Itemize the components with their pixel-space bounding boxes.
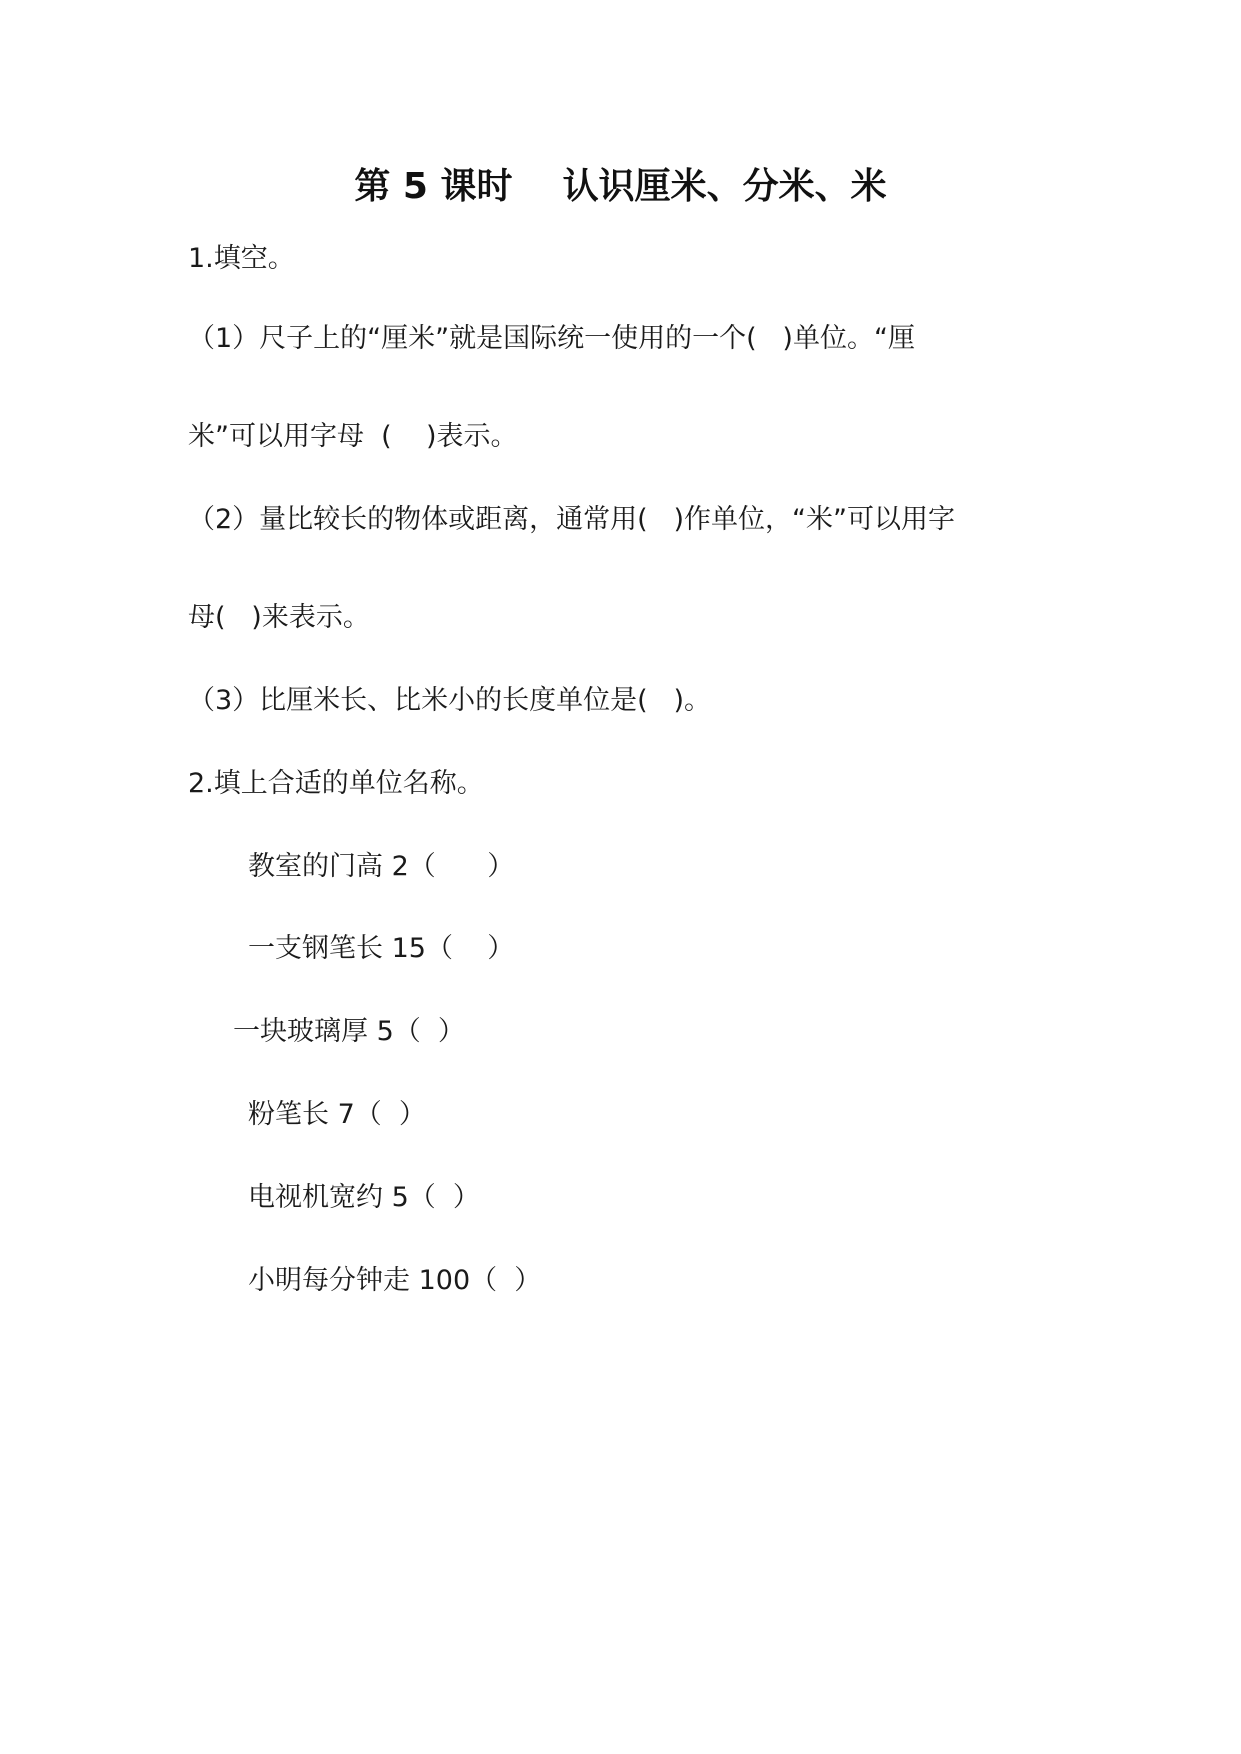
page-title: 第 5 课时 认识厘米、分米、米 — [354, 166, 887, 207]
question-2-item: 粉笔长 7（ ） — [248, 1099, 426, 1130]
question-1-part-1-line-1: （1）尺子上的“厘米”就是国际统一使用的一个( )单位。“厘 — [188, 323, 915, 354]
question-2-item: 电视机宽约 5（ ） — [248, 1182, 480, 1213]
question-2-item: 小明每分钟走 100（ ） — [248, 1265, 542, 1296]
question-1-part-1-line-2: 米”可以用字母 ( )表示。 — [188, 421, 518, 452]
question-1-part-3: （3）比厘米长、比米小的长度单位是( )。 — [188, 685, 711, 716]
question-2-item: 教室的门高 2（ ） — [248, 851, 515, 882]
question-2-heading: 2.填上合适的单位名称。 — [188, 768, 484, 799]
question-1-heading: 1.填空。 — [188, 243, 295, 274]
question-1-part-2-line-1: （2）量比较长的物体或距离，通常用( )作单位，“米”可以用字 — [188, 504, 955, 535]
question-2-item: 一支钢笔长 15（ ） — [248, 933, 515, 964]
question-2-item: 一块玻璃厚 5（ ） — [233, 1016, 465, 1047]
question-1-part-2-line-2: 母( )来表示。 — [188, 602, 370, 633]
